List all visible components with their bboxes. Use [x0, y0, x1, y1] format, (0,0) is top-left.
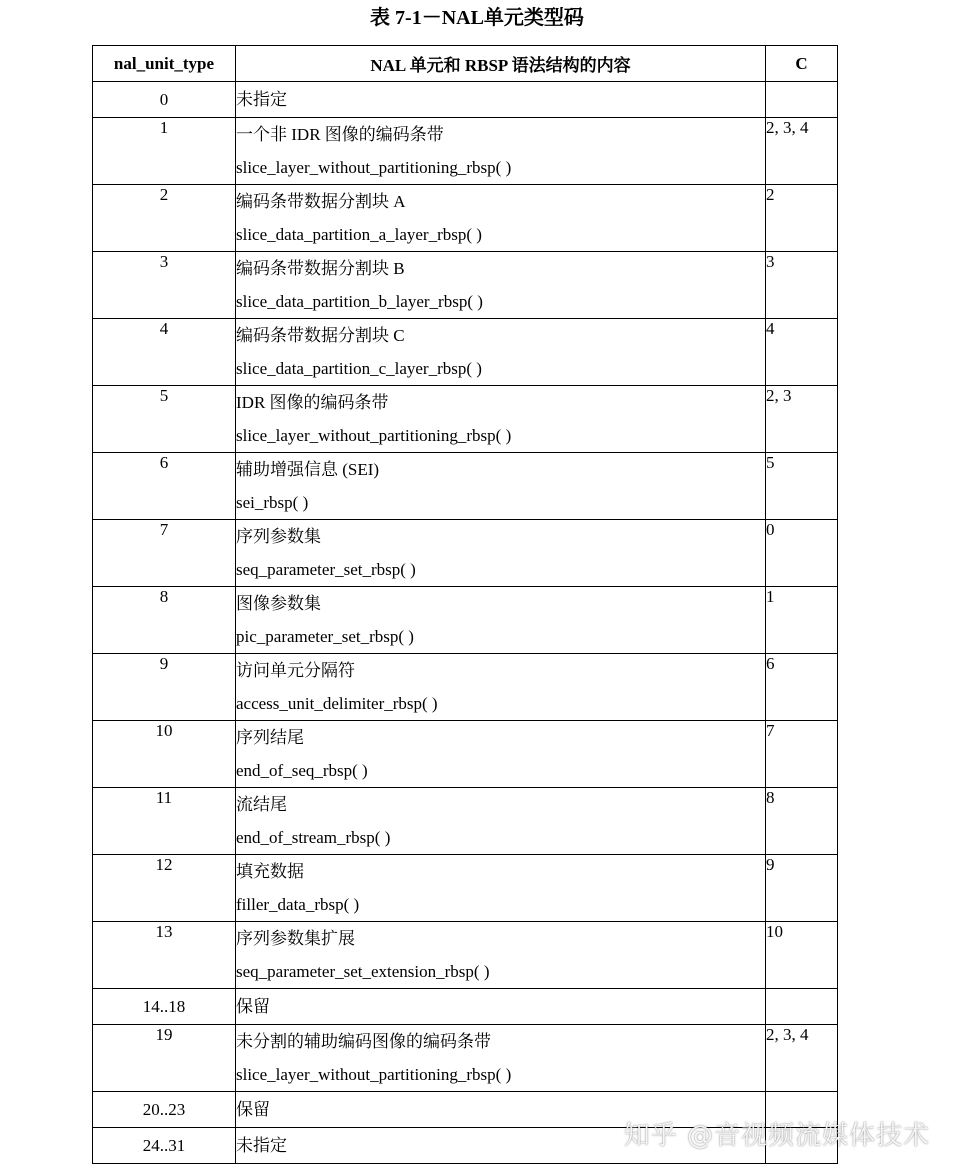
table-row: [93, 721, 838, 788]
nal-unit-type-cell: 14..18: [93, 989, 236, 1025]
table-row: [93, 386, 838, 453]
content-cell: [236, 82, 766, 118]
content-cell: [236, 118, 766, 185]
header-c: C: [766, 46, 838, 82]
nal-unit-type-cell: 7: [93, 520, 236, 587]
content-cell: [236, 721, 766, 788]
nal-unit-type-cell: 1: [93, 118, 236, 185]
nal-unit-type-cell: 4: [93, 319, 236, 386]
content-description: 图像参数集: [236, 594, 321, 613]
nal-unit-type-cell: 13: [93, 922, 236, 989]
content-description: 序列参数集扩展: [236, 929, 355, 948]
table-row: [93, 855, 838, 922]
nal-unit-type-table: [92, 45, 838, 1164]
content-cell: [236, 855, 766, 922]
rbsp-syntax: pic_parameter_set_rbsp( ): [236, 627, 414, 646]
content-description: 序列结尾: [236, 728, 304, 747]
category-cell: 4: [766, 319, 838, 386]
table-row: [93, 252, 838, 319]
category-cell: 0: [766, 520, 838, 587]
table-header-row: [93, 46, 838, 82]
content-cell: [236, 386, 766, 453]
category-cell: 3: [766, 252, 838, 319]
table-row: [93, 118, 838, 185]
table-row: [93, 587, 838, 654]
nal-unit-type-cell: 10: [93, 721, 236, 788]
table-row: [93, 185, 838, 252]
table-row: [93, 520, 838, 587]
category-cell: 2, 3, 4: [766, 118, 838, 185]
category-cell: 2, 3: [766, 386, 838, 453]
category-cell: 10: [766, 922, 838, 989]
nal-unit-type-cell: 0: [93, 82, 236, 118]
table-row: [93, 319, 838, 386]
category-cell: 2: [766, 185, 838, 252]
table-row: [93, 989, 838, 1025]
content-cell: [236, 989, 766, 1025]
table-row: [93, 1025, 838, 1092]
nal-unit-type-cell: 8: [93, 587, 236, 654]
content-description: 一个非 IDR 图像的编码条带: [236, 125, 444, 144]
rbsp-syntax: slice_data_partition_a_layer_rbsp( ): [236, 225, 482, 244]
content-description: 填充数据: [236, 862, 304, 881]
category-cell: 2, 3, 4: [766, 1025, 838, 1092]
category-cell: 1: [766, 587, 838, 654]
nal-unit-type-cell: 19: [93, 1025, 236, 1092]
table-row: [93, 922, 838, 989]
content-description: 未分割的辅助编码图像的编码条带: [236, 1032, 491, 1051]
content-description: 未指定: [236, 90, 287, 109]
table-title: 表 7-1－NAL单元类型码: [370, 7, 584, 29]
content-cell: [236, 185, 766, 252]
watermark: 知乎 @音视频流媒体技术: [623, 1121, 930, 1151]
table-row: [93, 788, 838, 855]
nal-unit-type-cell: 20..23: [93, 1092, 236, 1128]
rbsp-syntax: slice_layer_without_partitioning_rbsp( ): [236, 158, 512, 177]
rbsp-syntax: seq_parameter_set_rbsp( ): [236, 560, 416, 579]
table-row: [93, 654, 838, 721]
nal-unit-type-cell: 2: [93, 185, 236, 252]
nal-unit-type-cell: 5: [93, 386, 236, 453]
rbsp-syntax: end_of_stream_rbsp( ): [236, 828, 391, 847]
content-description: 流结尾: [236, 795, 287, 814]
category-cell: 8: [766, 788, 838, 855]
category-cell: 9: [766, 855, 838, 922]
content-cell: [236, 520, 766, 587]
nal-unit-type-cell: 24..31: [93, 1128, 236, 1164]
content-description: 序列参数集: [236, 527, 321, 546]
header-nal-unit-type: nal_unit_type: [93, 46, 236, 82]
rbsp-syntax: end_of_seq_rbsp( ): [236, 761, 368, 780]
rbsp-syntax: sei_rbsp( ): [236, 493, 309, 512]
content-cell: [236, 922, 766, 989]
rbsp-syntax: filler_data_rbsp( ): [236, 895, 360, 914]
rbsp-syntax: access_unit_delimiter_rbsp( ): [236, 694, 438, 713]
content-description: 编码条带数据分割块 B: [236, 259, 405, 278]
content-cell: [236, 788, 766, 855]
category-cell: [766, 82, 838, 118]
content-cell: [236, 319, 766, 386]
category-cell: [766, 989, 838, 1025]
content-description: 编码条带数据分割块 C: [236, 326, 405, 345]
header-content: NAL 单元和 RBSP 语法结构的内容: [236, 46, 766, 82]
table-body: [93, 82, 838, 1164]
content-description: 辅助增强信息 (SEI): [236, 460, 380, 479]
content-cell: [236, 252, 766, 319]
rbsp-syntax: slice_layer_without_partitioning_rbsp( ): [236, 426, 512, 445]
content-cell: [236, 654, 766, 721]
nal-unit-type-cell: 12: [93, 855, 236, 922]
table-row: [93, 453, 838, 520]
content-description: 保留: [236, 1100, 270, 1119]
nal-unit-type-cell: 11: [93, 788, 236, 855]
nal-unit-type-cell: 3: [93, 252, 236, 319]
content-description: IDR 图像的编码条带: [236, 393, 389, 412]
rbsp-syntax: slice_layer_without_partitioning_rbsp( ): [236, 1065, 512, 1084]
rbsp-syntax: slice_data_partition_c_layer_rbsp( ): [236, 359, 482, 378]
content-description: 未指定: [236, 1136, 287, 1155]
content-description: 保留: [236, 997, 270, 1016]
table-row: [93, 82, 838, 118]
content-cell: [236, 1025, 766, 1092]
rbsp-syntax: slice_data_partition_b_layer_rbsp( ): [236, 292, 483, 311]
rbsp-syntax: seq_parameter_set_extension_rbsp( ): [236, 962, 490, 981]
nal-unit-type-cell: 6: [93, 453, 236, 520]
category-cell: 5: [766, 453, 838, 520]
content-cell: [236, 587, 766, 654]
content-description: 访问单元分隔符: [236, 661, 355, 680]
content-cell: [236, 453, 766, 520]
nal-unit-type-cell: 9: [93, 654, 236, 721]
category-cell: 7: [766, 721, 838, 788]
content-description: 编码条带数据分割块 A: [236, 192, 406, 211]
category-cell: 6: [766, 654, 838, 721]
